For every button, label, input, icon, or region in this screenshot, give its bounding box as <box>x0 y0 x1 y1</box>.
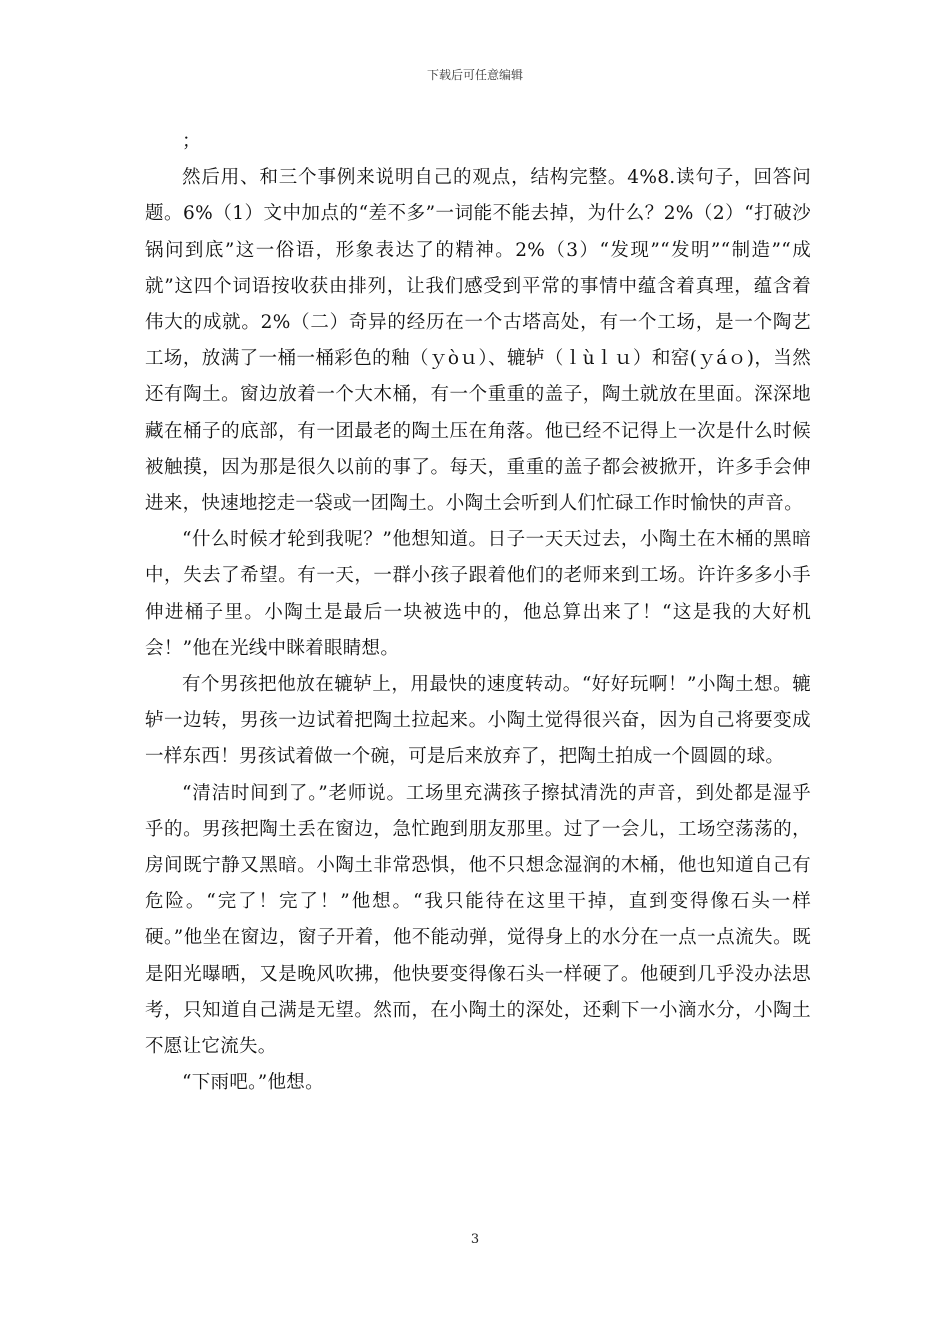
document-body <box>145 124 811 1101</box>
paragraph: 然后用、和三个事例来说明自己的观点，结构完整。4%8.读句子，回答问题。6%（1）文中加点的“差不多”一词能不能去掉，为什么？2%（2）“打破沙锅问到底”这一俗语，形象表达了的精神。2%（3）“发现”“发明”“制造”“成就”这四个词语按收获由排列，让我们感受到平常的事情中蕴含着真理，蕴含着伟大的成就。2%（二）奇异的经历在一个古塔高处，有一个工场，是一个陶艺工场，放满了一桶一桶彩色的釉（ｙòｕ）、辘轳（ｌùｌｕ）和窑(ｙáｏ)，当然还有陶土。窗边放着一个大木桶，有一个重重的盖子，陶土就放在里面。深深地藏在桶子的底部，有一团最老的陶土压在角落。他已经不记得上一次是什么时候被触摸，因为那是很久以前的事了。每天，重重的盖子都会被掀开，许多手会伸进来，快速地挖走一袋或一团陶土。小陶土会听到人们忙碌工作时愉快的声音。 <box>145 167 811 515</box>
paragraph: “清洁时间到了。”老师说。工场里充满孩子擦拭清洗的声音，到处都是湿乎乎的。男孩把陶土丢在窗边，急忙跑到朋友那里。过了一会儿，工场空荡荡的，房间既宁静又黑暗。小陶土非常恐惧，他不只想念湿润的木桶，他也知道自己有危险。“完了！完了！”他想。“我只能待在这里干掉，直到变得像石头一样硬。”他坐在窗边，窗子开着，他不能动弹，觉得身上的水分在一点一点流失。既是阳光曝晒，又是晚风吹拂，他快要变得像石头一样硬了。他硬到几乎没办法思考，只知道自己满是无望。然而，在小陶土的深处，还剩下一小滴水分，小陶土不愿让它流失。 <box>145 782 811 1058</box>
paragraph: “什么时候才轮到我呢？”他想知道。日子一天天过去，小陶土在木桶的黑暗中，失去了希望。有一天，一群小孩子跟着他们的老师来到工场。许许多多小手伸进桶子里。小陶土是最后一块被选中的，他总算出来了！“这是我的大好机会！”他在光线中眯着眼睛想。 <box>145 529 811 659</box>
paragraph: 有个男孩把他放在辘轳上，用最快的速度转动。“好好玩啊！”小陶土想。辘轳一边转，男孩一边试着把陶土拉起来。小陶土觉得很兴奋，因为自己将要变成一样东西！男孩试着做一个碗，可是后来放弃了，把陶土拍成一个圆圆的球。 <box>145 674 811 768</box>
page-header: 下载后可任意编辑 <box>426 68 523 82</box>
paragraph: ； <box>182 131 201 152</box>
page-number: 3 <box>470 1232 480 1247</box>
paragraph: “下雨吧。”他想。 <box>182 1072 324 1094</box>
